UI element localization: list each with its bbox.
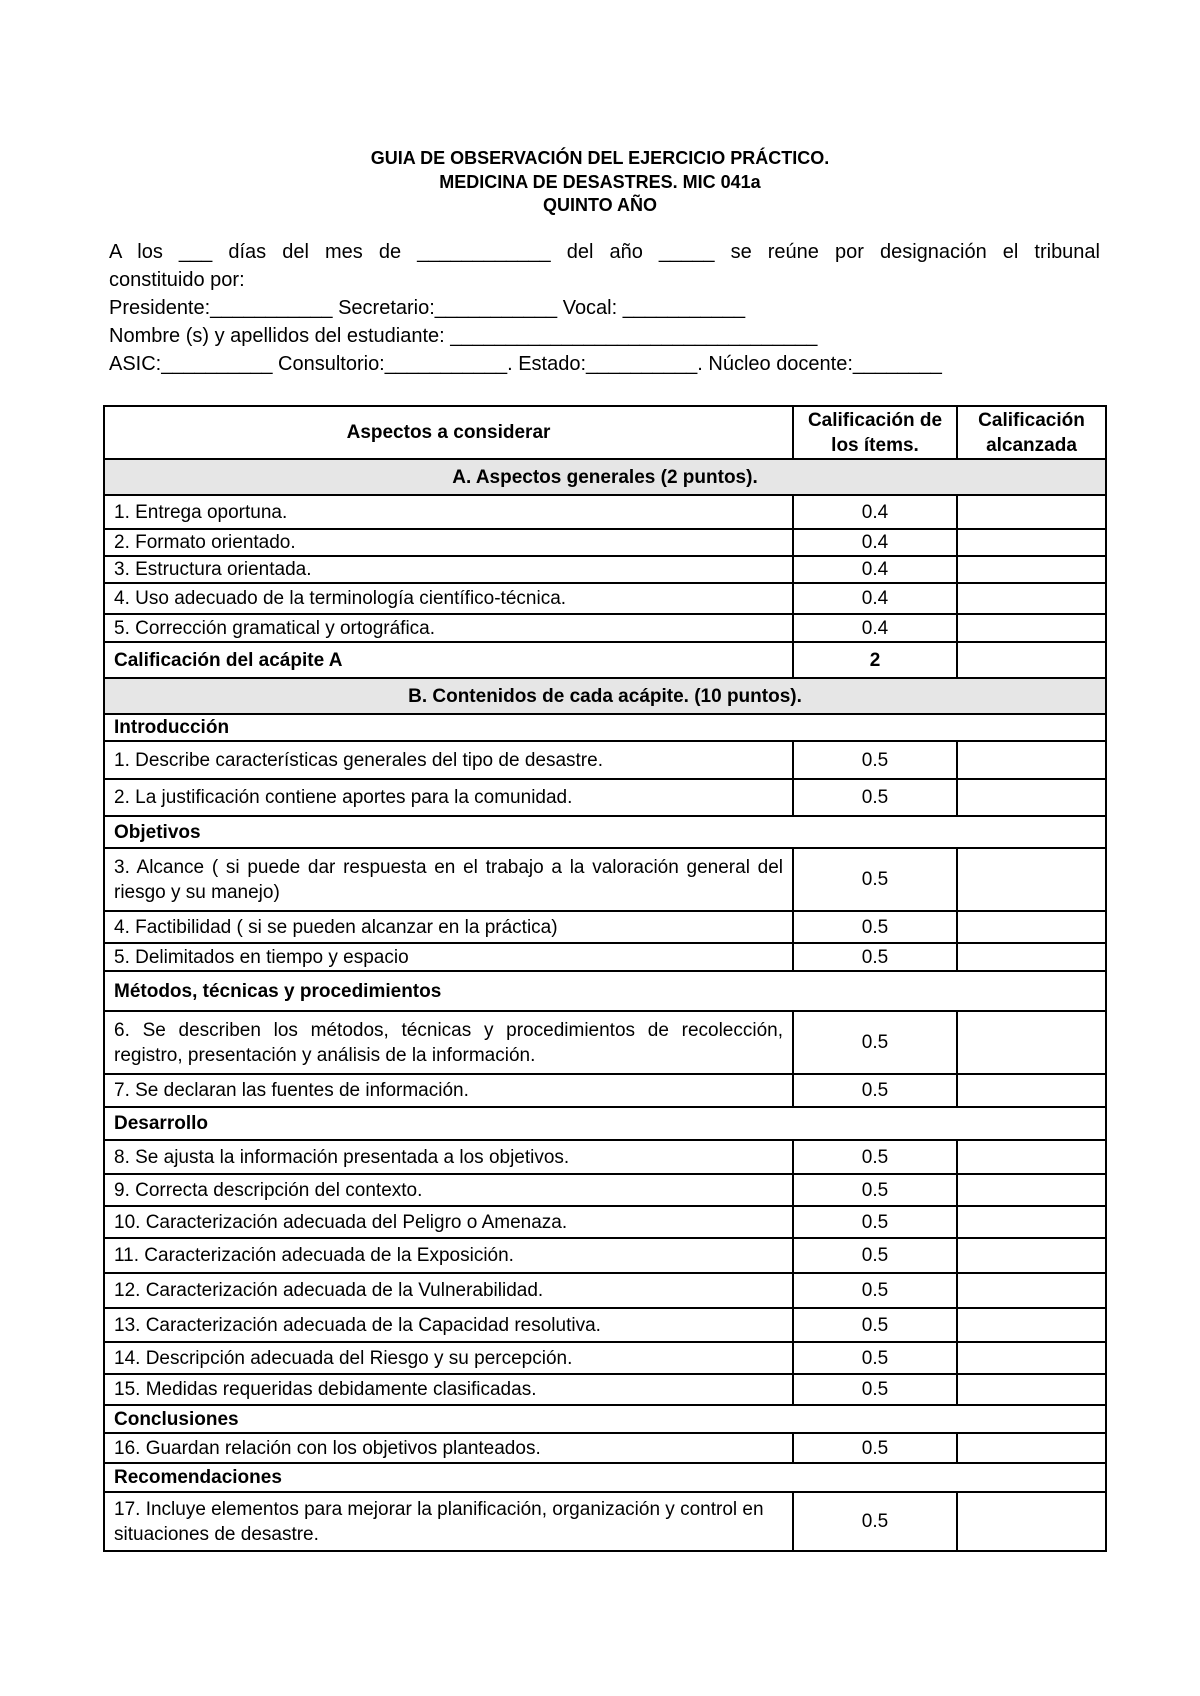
achieved-score-cell[interactable] — [957, 1011, 1106, 1074]
item-score: 0.5 — [793, 1140, 957, 1174]
table-row — [104, 556, 1106, 583]
achieved-score-cell[interactable] — [957, 1308, 1106, 1342]
total-a-value: 2 — [793, 642, 957, 678]
item-score: 0.4 — [793, 556, 957, 583]
table-row — [104, 495, 1106, 529]
subsection-objetivos: Objetivos — [104, 816, 1106, 848]
item-label: 7. Se declaran las fuentes de información. — [104, 1074, 793, 1107]
table-row — [104, 614, 1106, 642]
item-label: 12. Caracterización adecuada de la Vulnerabilidad. — [104, 1273, 793, 1308]
item-label: 17. Incluye elementos para mejorar la planificación, organización y control en situaciones de desastre. — [104, 1492, 793, 1551]
intro-line-1: A los ___ días del mes de ____________ del año _____ se reúne por designación el tribunal — [109, 241, 1100, 263]
item-score: 0.5 — [793, 1308, 957, 1342]
achieved-score-cell[interactable] — [957, 741, 1106, 779]
table-header-row — [104, 406, 1106, 459]
table-row — [104, 1140, 1106, 1174]
table-row — [104, 1238, 1106, 1273]
item-score: 0.5 — [793, 1074, 957, 1107]
table-row — [104, 1273, 1106, 1308]
intro-paragraph — [109, 238, 1100, 378]
achieved-score-cell[interactable] — [957, 1374, 1106, 1405]
total-a-label: Calificación del acápite A — [104, 642, 793, 678]
achieved-score-cell[interactable] — [957, 1492, 1106, 1551]
achieved-score-cell[interactable] — [957, 911, 1106, 943]
intro-line-2: constituido por: — [109, 269, 245, 291]
evaluation-table — [103, 405, 1107, 1552]
achieved-score-cell[interactable] — [957, 583, 1106, 614]
col-header-item-score: Calificación de los ítems. — [793, 406, 957, 459]
item-label: 2. Formato orientado. — [104, 529, 793, 556]
intro-line-3: Presidente:___________ Secretario:___________ Vocal: ___________ — [109, 297, 746, 319]
intro-line-5: ASIC:__________ Consultorio:___________. Estado:__________. Núcleo docente:________ — [109, 353, 942, 375]
item-label: 10. Caracterización adecuada del Peligro o Amenaza. — [104, 1206, 793, 1238]
item-label: 1. Entrega oportuna. — [104, 495, 793, 529]
section-b-title: B. Contenidos de cada acápite. (10 puntos). — [104, 678, 1106, 714]
subsection-metodos: Métodos, técnicas y procedimientos — [104, 971, 1106, 1011]
section-a-title: A. Aspectos generales (2 puntos). — [104, 459, 1106, 495]
item-score: 0.5 — [793, 1433, 957, 1463]
table-row — [104, 943, 1106, 971]
item-score: 0.4 — [793, 583, 957, 614]
doc-title-line2: MEDICINA DE DESASTRES. MIC 041a — [439, 172, 761, 192]
item-label: 9. Correcta descripción del contexto. — [104, 1174, 793, 1206]
intro-line-4: Nombre (s) y apellidos del estudiante: _________________________________ — [109, 325, 818, 347]
subsection-row — [104, 816, 1106, 848]
achieved-score-cell[interactable] — [957, 1433, 1106, 1463]
section-b-row — [104, 678, 1106, 714]
item-score: 0.5 — [793, 943, 957, 971]
subsection-row — [104, 1405, 1106, 1433]
item-score: 0.5 — [793, 1174, 957, 1206]
achieved-score-cell[interactable] — [957, 614, 1106, 642]
achieved-score-cell[interactable] — [957, 779, 1106, 816]
doc-title-line3: QUINTO AÑO — [542, 195, 657, 215]
item-label: 4. Uso adecuado de la terminología científico-técnica. — [104, 583, 793, 614]
item-label: 3. Alcance ( si puede dar respuesta en el trabajo a la valoración general del riesgo y su manejo) — [104, 848, 793, 911]
item-score: 0.5 — [793, 1011, 957, 1074]
achieved-score-cell[interactable] — [957, 642, 1106, 678]
item-label: 2. La justificación contiene aportes para la comunidad. — [104, 779, 793, 816]
table-row — [104, 1308, 1106, 1342]
item-score: 0.5 — [793, 1374, 957, 1405]
item-label: 3. Estructura orientada. — [104, 556, 793, 583]
table-row — [104, 1492, 1106, 1551]
item-label: 5. Delimitados en tiempo y espacio — [104, 943, 793, 971]
item-label: 5. Corrección gramatical y ortográfica. — [104, 614, 793, 642]
subsection-introduccion: Introducción — [104, 714, 1106, 741]
achieved-score-cell[interactable] — [957, 848, 1106, 911]
achieved-score-cell[interactable] — [957, 1140, 1106, 1174]
table-row — [104, 583, 1106, 614]
subsection-desarrollo: Desarrollo — [104, 1107, 1106, 1140]
table-row — [104, 911, 1106, 943]
item-label: 6. Se describen los métodos, técnicas y procedimientos de recolección, registro, presentación y análisis de la información. — [104, 1011, 793, 1074]
item-score: 0.5 — [793, 741, 957, 779]
achieved-score-cell[interactable] — [957, 556, 1106, 583]
item-score: 0.5 — [793, 1273, 957, 1308]
achieved-score-cell[interactable] — [957, 1174, 1106, 1206]
subsection-conclusiones: Conclusiones — [104, 1405, 1106, 1433]
item-label: 14. Descripción adecuada del Riesgo y su percepción. — [104, 1342, 793, 1374]
item-label: 1. Describe características generales del tipo de desastre. — [104, 741, 793, 779]
table-row — [104, 1433, 1106, 1463]
item-label: 11. Caracterización adecuada de la Exposición. — [104, 1238, 793, 1273]
achieved-score-cell[interactable] — [957, 529, 1106, 556]
item-label: 13. Caracterización adecuada de la Capacidad resolutiva. — [104, 1308, 793, 1342]
section-a-row — [104, 459, 1106, 495]
table-row — [104, 1374, 1106, 1405]
item-score: 0.5 — [793, 1492, 957, 1551]
col-header-achieved-score: Calificación alcanzada — [957, 406, 1106, 459]
item-label: 16. Guardan relación con los objetivos planteados. — [104, 1433, 793, 1463]
table-row — [104, 741, 1106, 779]
table-row — [104, 779, 1106, 816]
item-score: 0.4 — [793, 614, 957, 642]
col-header-aspects: Aspectos a considerar — [104, 406, 793, 459]
table-row — [104, 848, 1106, 911]
subsection-row — [104, 714, 1106, 741]
table-row — [104, 1074, 1106, 1107]
item-score: 0.5 — [793, 911, 957, 943]
achieved-score-cell[interactable] — [957, 1074, 1106, 1107]
table-row — [104, 1206, 1106, 1238]
subsection-row — [104, 1463, 1106, 1492]
achieved-score-cell[interactable] — [957, 1342, 1106, 1374]
achieved-score-cell[interactable] — [957, 1238, 1106, 1273]
achieved-score-cell[interactable] — [957, 1206, 1106, 1238]
total-a-row — [104, 642, 1106, 678]
item-score: 0.4 — [793, 529, 957, 556]
item-score: 0.5 — [793, 1238, 957, 1273]
achieved-score-cell[interactable] — [957, 1273, 1106, 1308]
item-score: 0.5 — [793, 1342, 957, 1374]
achieved-score-cell[interactable] — [957, 943, 1106, 971]
item-score: 0.4 — [793, 495, 957, 529]
doc-title-line1: GUIA DE OBSERVACIÓN DEL EJERCICIO PRÁCTICO. — [370, 148, 830, 168]
item-score: 0.5 — [793, 1206, 957, 1238]
table-row — [104, 1011, 1106, 1074]
subsection-row — [104, 1107, 1106, 1140]
table-row — [104, 1174, 1106, 1206]
subsection-row — [104, 971, 1106, 1011]
subsection-recomendaciones: Recomendaciones — [104, 1463, 1106, 1492]
item-label: 15. Medidas requeridas debidamente clasificadas. — [104, 1374, 793, 1405]
item-label: 8. Se ajusta la información presentada a los objetivos. — [104, 1140, 793, 1174]
table-row — [104, 1342, 1106, 1374]
item-score: 0.5 — [793, 779, 957, 816]
table-row — [104, 529, 1106, 556]
item-score: 0.5 — [793, 848, 957, 911]
achieved-score-cell[interactable] — [957, 495, 1106, 529]
item-label: 4. Factibilidad ( si se pueden alcanzar en la práctica) — [104, 911, 793, 943]
